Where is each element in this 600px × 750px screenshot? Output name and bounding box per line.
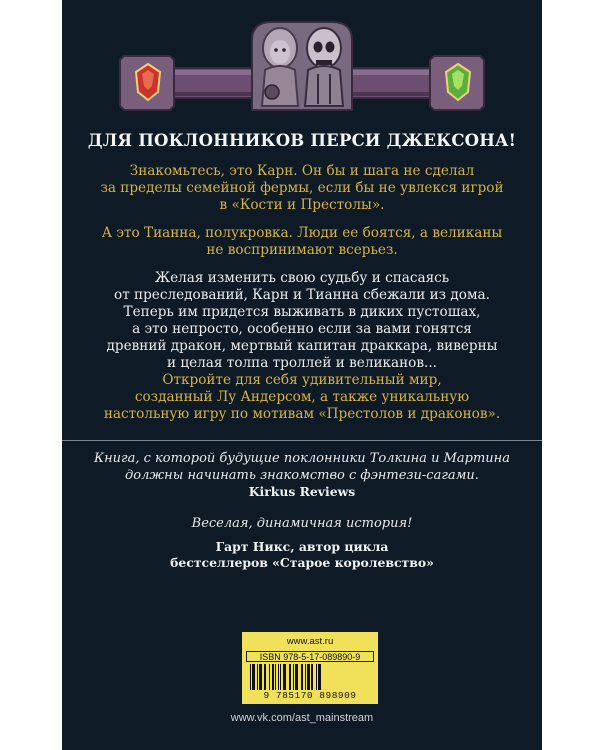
- review-author-nix: Гарт Никс, автор цикла бестселлеров «Старое королевство»: [170, 539, 434, 570]
- decorative-banner: [62, 0, 542, 125]
- barcode-stripe: [275, 664, 276, 690]
- barcode-stripe: [289, 664, 291, 690]
- divider: [62, 440, 542, 441]
- world-paragraph: Откройте для себя удивительный мир, созданный Лу Андерсом, а также уникальную настольную игру по мотивам «Престолов и драконов».: [103, 372, 501, 422]
- barcode-stripe: [269, 664, 270, 690]
- vk-link[interactable]: www.vk.com/ast_mainstream: [230, 712, 374, 724]
- barcode-stripe: [301, 664, 303, 690]
- barcode-stripe: [250, 664, 251, 690]
- barcode-stripe: [278, 664, 279, 690]
- barcode-stripe: [280, 664, 281, 690]
- isbn: ISBN 978-5-17-089890-9: [246, 651, 374, 662]
- barcode-stripe: [259, 664, 262, 690]
- headline: ДЛЯ ПОКЛОННИКОВ ПЕРСИ ДЖЕКСОНА!: [87, 131, 517, 150]
- barcode-stripe: [318, 664, 321, 690]
- barcode-label: [242, 632, 378, 704]
- red-gem-icon: [120, 56, 174, 110]
- barcode-stripe: [316, 664, 317, 690]
- intro-paragraph-tianna: А это Тианна, полукровка. Люди ее боятся, а великаны не воспринимают всерьез.: [101, 225, 503, 258]
- barcode-stripe: [307, 664, 310, 690]
- publisher-url: www.ast.ru: [286, 636, 334, 647]
- review-quote-nix: Веселая, динамичная история!: [191, 516, 413, 531]
- barcode-stripe: [311, 664, 313, 690]
- barcode-stripe: [272, 664, 274, 690]
- review-source-kirkus: Kirkus Reviews: [248, 484, 356, 499]
- barcode-stripe: [293, 664, 294, 690]
- intro-paragraph-karn: Знакомьтесь, это Карн. Он бы и шага не сделал за пределы семейной фермы, если бы не увлекся игрой в «Кости и Престолы».: [100, 163, 504, 213]
- barcode-bars: [248, 664, 372, 690]
- plot-paragraph: Желая изменить свою судьбу и спасаясь от преследований, Карн и Тианна сбежали из дома. Теперь им придется выживать в диких пустошах, а это непросто, особенно если за вами гонятся древний дракон, мертвый капитан драккара, виверны и целая толпа троллей и великанов...: [106, 270, 498, 371]
- back-cover: [62, 0, 542, 750]
- green-gem-icon: [430, 56, 484, 110]
- barcode-stripe: [257, 664, 258, 690]
- barcode-stripe: [264, 664, 266, 690]
- barcode-stripe: [252, 664, 255, 690]
- barcode-stripe: [295, 664, 298, 690]
- barcode-stripe: [305, 664, 306, 690]
- barcode-number: 9 785170 898909: [263, 690, 357, 701]
- barcode-stripe: [283, 664, 286, 690]
- review-quote-kirkus: Книга, с которой будущие поклонники Толкина и Мартина должны начинать знакомство с фэнтези-сагами.: [94, 451, 510, 483]
